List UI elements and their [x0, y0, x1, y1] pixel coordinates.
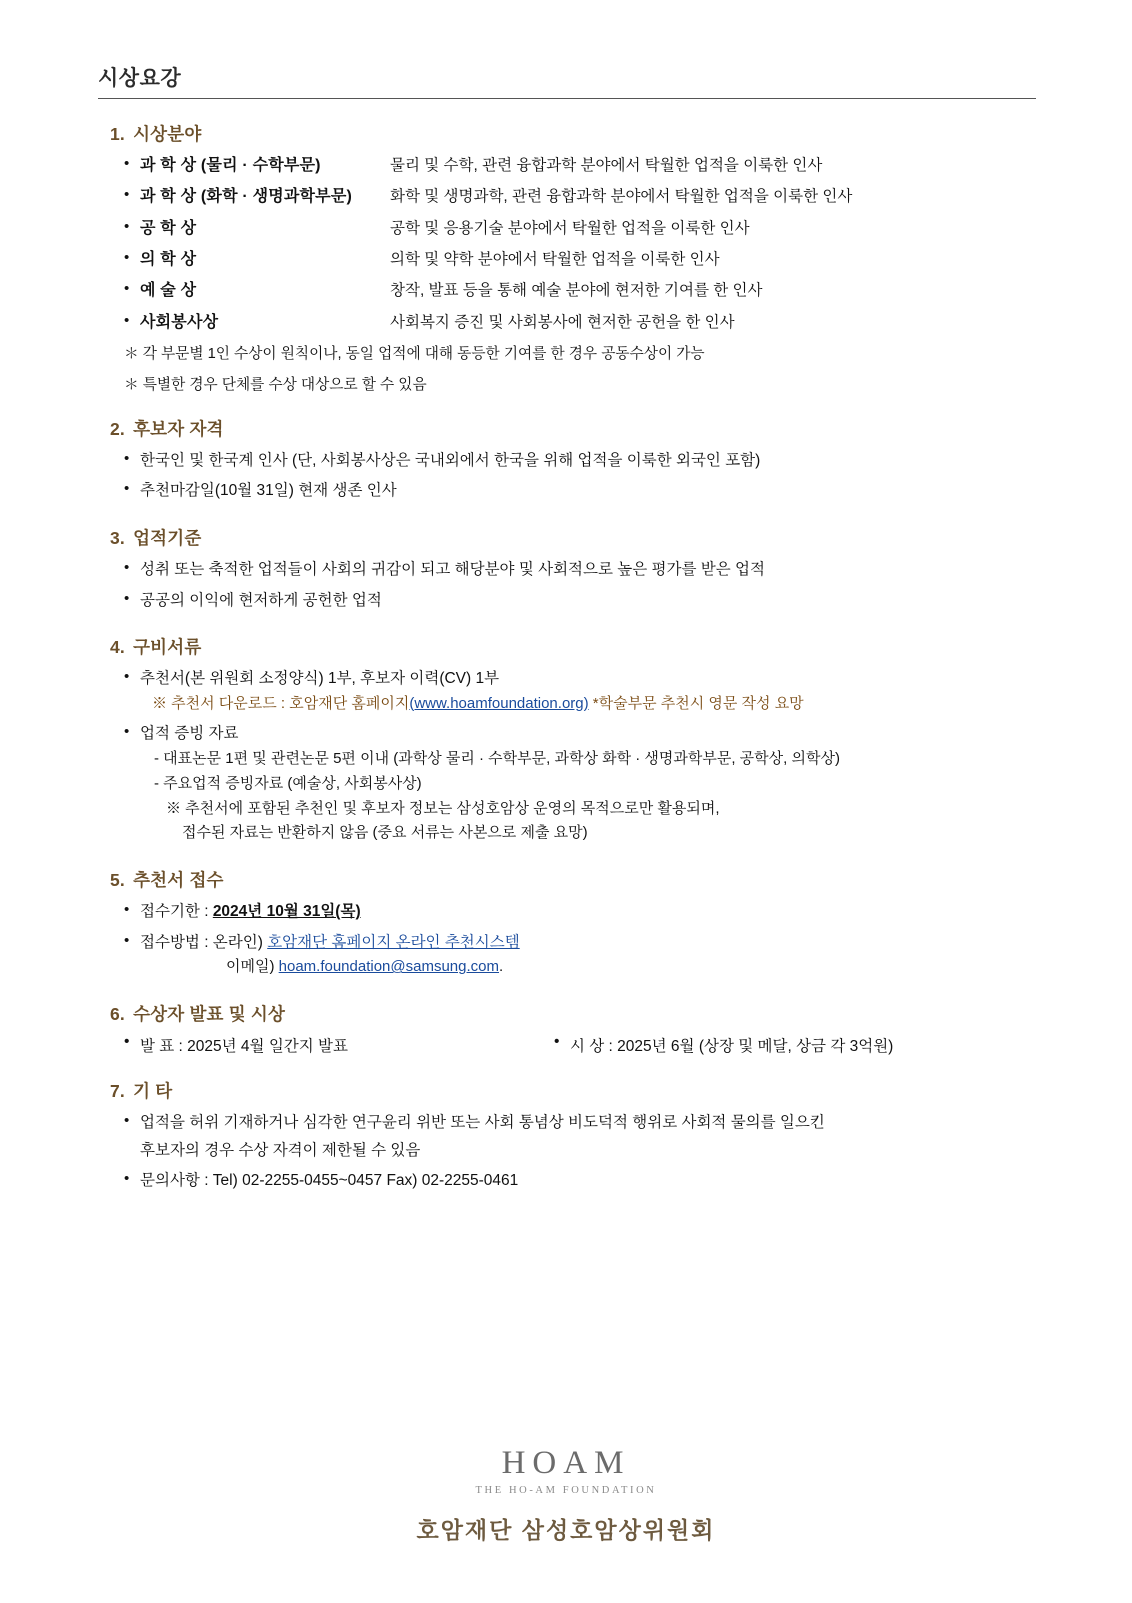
award-name: • 의 학 상 — [140, 250, 197, 268]
section-announcement — [84, 1001, 1048, 1056]
documents-list — [110, 667, 1048, 845]
etc-line2: 후보자의 경우 수상 자격이 제한될 수 있음 — [140, 1141, 421, 1159]
award-note — [124, 342, 1048, 363]
section-number: 5. — [110, 870, 125, 891]
award-note-text: 각 부문별 1인 수상이 원칙이나, 동일 업적에 대해 동등한 기여를 한 경우 공동수상이 가능 — [142, 345, 705, 362]
section-number: 6. — [110, 1004, 125, 1025]
list-item — [140, 248, 1048, 272]
footer — [0, 1445, 1132, 1545]
section-etc — [84, 1078, 1048, 1193]
section-number: 7. — [110, 1081, 125, 1102]
award-name: • 예 술 상 — [140, 282, 197, 300]
award-desc: 공학 및 응용기술 분야에서 탁월한 업적을 이룩한 인사 — [390, 219, 750, 237]
etc-line1: 업적을 허위 기재하거나 심각한 연구윤리 위반 또는 사회 통념상 비도덕적 행위로 사회적 물의를 일으킨 — [140, 1114, 825, 1132]
list-item — [140, 217, 1048, 241]
email-row — [226, 956, 1048, 979]
documents-subitem: - 대표논문 1편 및 관련논문 5편 이내 (과학상 물리 · 수학부문, 과학상 화학 · 생명과학부문, 공학상, 의학상) — [154, 749, 840, 767]
section-number: 3. — [110, 527, 125, 548]
award-name: • 과 학 상 (물리 · 수학부문) — [140, 157, 321, 174]
section-title: 업적기준 — [133, 527, 202, 548]
submission-list — [110, 900, 1048, 979]
section-title: 추천서 접수 — [133, 870, 224, 891]
section-heading — [110, 867, 1048, 892]
section-awards — [84, 121, 1048, 394]
list-item: • 추천마감일(10월 31일) 현재 생존 인사 — [140, 479, 1048, 503]
foundation-name: 호암재단 삼성호암상위원회 — [416, 1517, 716, 1543]
section-heading — [110, 1078, 1048, 1103]
hoam-website-link[interactable]: (www.hoamfoundation.org) — [409, 694, 589, 712]
list-item — [140, 667, 1048, 715]
list-item: • 한국인 및 한국계 인사 (단, 사회봉사상은 국내외에서 한국을 위해 업적을 이룩한 외국인 포함) — [140, 449, 1048, 473]
download-note-prefix: ※ 추천서 다운로드 : 호암재단 홈페이지 — [152, 694, 410, 712]
list-item — [140, 722, 1048, 845]
page-title: 시상요강 — [98, 67, 182, 90]
section-heading — [110, 634, 1048, 659]
email-link[interactable]: hoam.foundation@samsung.com — [278, 958, 499, 976]
list-item: • 성취 또는 축적한 업적들이 사회의 귀감이 되고 해당분야 및 사회적으로 높은 평가를 받은 업적 — [140, 558, 1048, 582]
award-name: • 공 학 상 — [140, 219, 197, 237]
section-number: 1. — [110, 124, 125, 144]
award-desc: 사회복지 증진 및 사회봉사에 현저한 공헌을 한 인사 — [390, 313, 735, 331]
etc-list — [110, 1111, 1048, 1193]
award-desc: 창작, 발표 등을 통해 예술 분야에 현저한 기여를 한 인사 — [390, 282, 763, 300]
privacy-note-line1: ※ 추천서에 포함된 추천인 및 후보자 정보는 삼성호암상 운영의 목적으로만 활용되며, — [166, 799, 720, 817]
privacy-note-line2: 접수된 자료는 반환하지 않음 (중요 서류는 사본으로 제출 요망) — [182, 824, 588, 842]
section-title: 구비서류 — [133, 637, 202, 658]
email-period: . — [499, 958, 504, 976]
award-name: • 사회봉사상 — [140, 313, 219, 331]
documents-item-1: 추천서(본 위원회 소정양식) 1부, 후보자 이력(CV) 1부 — [140, 670, 500, 688]
section-number: 4. — [110, 637, 125, 658]
email-label: 이메일) — [226, 958, 279, 976]
online-recommendation-link[interactable]: 호암재단 홈페이지 온라인 추천시스템 — [267, 933, 520, 951]
announcement-columns — [110, 1034, 1048, 1056]
section-heading — [110, 121, 1048, 146]
download-note — [152, 693, 1048, 716]
section-title: 기 타 — [133, 1081, 173, 1102]
award-desc: 물리 및 수학, 관련 융합과학 분야에서 탁월한 업적을 이룩한 인사 — [390, 157, 823, 174]
list-item — [140, 1111, 1048, 1162]
award-desc: 의학 및 약학 분야에서 탁월한 업적을 이룩한 인사 — [390, 250, 720, 268]
section-criteria — [84, 525, 1048, 612]
section-number: 2. — [110, 418, 125, 439]
title-divider — [98, 98, 1036, 99]
hoam-logo: HOAM — [501, 1445, 631, 1481]
asterisk-icon: ＊ — [124, 345, 139, 362]
list-item — [140, 279, 1048, 303]
documents-item-2: 업적 증빙 자료 — [140, 725, 239, 743]
deadline-value: 2024년 10월 31일(목) — [212, 903, 361, 921]
section-title: 후보자 자격 — [133, 418, 224, 439]
list-item — [140, 311, 1048, 335]
list-item — [140, 900, 1048, 924]
criteria-list — [110, 558, 1048, 612]
award-note-text: 특별한 경우 단체를 수상 대상으로 할 수 있음 — [142, 376, 427, 393]
documents-subitem: - 주요업적 증빙자료 (예술상, 사회봉사상) — [154, 774, 422, 792]
section-heading — [110, 416, 1048, 441]
ceremony-date: • 시 상 : 2025년 6월 (상장 및 메달, 상금 각 3억원) — [570, 1034, 893, 1056]
list-item — [140, 185, 1048, 209]
section-heading — [110, 525, 1048, 550]
deadline-label: 접수기한 : — [140, 903, 213, 921]
award-desc: 화학 및 생명과학, 관련 융합과학 분야에서 탁월한 업적을 이룩한 인사 — [390, 188, 853, 206]
awards-list — [110, 154, 1048, 335]
asterisk-icon: ＊ — [124, 376, 139, 393]
list-item: • 공공의 이익에 현저하게 공헌한 업적 — [140, 589, 1048, 613]
section-title: 수상자 발표 및 시상 — [133, 1004, 286, 1025]
list-item — [140, 154, 1048, 178]
method-label: 접수방법 : 온라인) — [140, 933, 268, 951]
section-title: 시상분야 — [133, 124, 202, 144]
list-item — [140, 931, 1048, 979]
section-heading — [110, 1001, 1048, 1026]
download-note-suffix: *학술부문 추천시 영문 작성 요망 — [592, 694, 804, 712]
list-item: • 문의사항 : Tel) 02-2255-0455~0457 Fax) 02-2255-0461 — [140, 1169, 1048, 1193]
section-eligibility — [84, 416, 1048, 503]
award-name: • 과 학 상 (화학 · 생명과학부문) — [140, 188, 353, 206]
award-note — [124, 373, 1048, 394]
section-submission — [84, 867, 1048, 979]
hoam-logo-subtitle: THE HO-AM FOUNDATION — [475, 1485, 657, 1496]
announcement-date: • 발 표 : 2025년 4월 일간지 발표 — [140, 1034, 570, 1056]
eligibility-list — [110, 449, 1048, 503]
section-documents — [84, 634, 1048, 845]
